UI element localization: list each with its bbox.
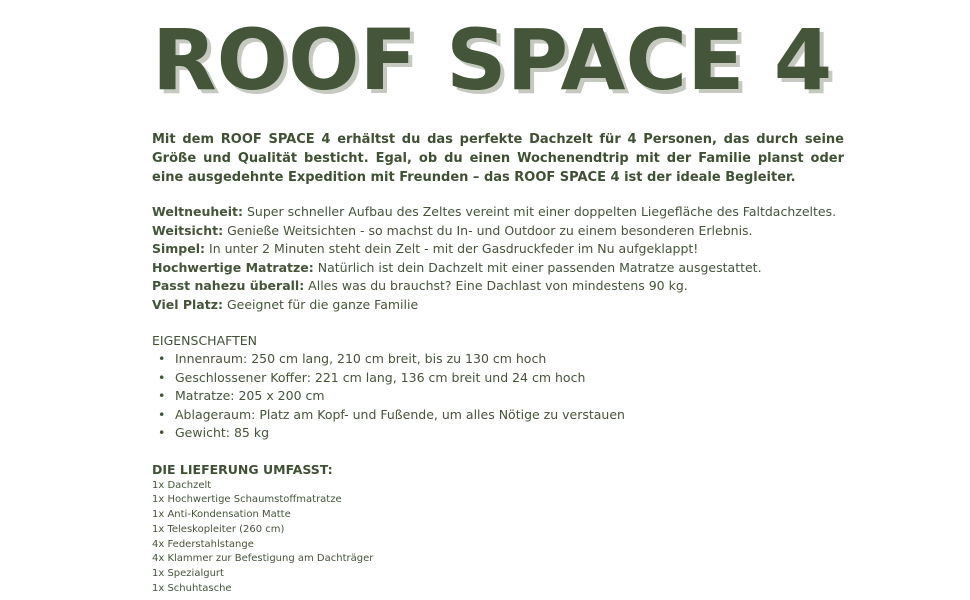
list-item: 1x Spezialgurt [152, 568, 224, 580]
property-text: Geschlossener Koffer: 221 cm lang, 136 cm breit und 24 cm hoch [175, 369, 586, 385]
bullet-icon: • [158, 369, 166, 385]
feature-text: Natürlich ist dein Dachzelt mit einer passenden Matratze ausgestattet. [313, 259, 762, 275]
feature-text: Geeignet für die ganze Familie [222, 296, 419, 312]
list-item: 1x Hochwertige Schaumstoffmatratze [152, 494, 342, 506]
properties-heading: EIGENSCHAFTEN [152, 333, 257, 348]
list-item: 1x Dachzelt [152, 479, 212, 491]
list-item [152, 424, 844, 443]
feature-list [152, 203, 844, 314]
feature-label: Weltneuheit: [152, 204, 243, 219]
feature-text: Genieße Weitsichten - so machst du In- und Outdoor zu einem besonderen Erlebnis. [223, 222, 753, 238]
feature-line [152, 277, 844, 296]
feature-line [152, 296, 844, 315]
feature-line [152, 222, 844, 241]
product-description [152, 0, 844, 597]
feature-label: Passt nahezu überall: [152, 278, 305, 293]
list-item: 1x Teleskopleiter (260 cm) [152, 523, 285, 535]
feature-label: Viel Platz: [152, 296, 223, 312]
feature-line [152, 240, 844, 259]
property-text: Innenraum: 250 cm lang, 210 cm breit, bis zu 130 cm hoch [175, 351, 547, 366]
feature-text: In unter 2 Minuten steht dein Zelt - mit der Gasdruckfeder im Nu aufgeklappt! [205, 241, 699, 256]
feature-text: Super schneller Aufbau des Zeltes vereint mit einer doppelten Liegefläche des Faltdachzeltes. [243, 204, 837, 219]
feature-line [152, 203, 844, 222]
feature-label: Hochwertige Matratze: [152, 259, 314, 275]
property-text: Matratze: 205 x 200 cm [175, 388, 325, 403]
bullet-icon: • [158, 388, 166, 403]
list-item: 4x Klammer zur Befestigung am Dachträger [152, 553, 374, 565]
property-text: Ablageraum: Platz am Kopf- und Fußende, um alles Nötige zu verstauen [175, 406, 625, 422]
delivery-heading: DIE LIEFERUNG UMFASST: [152, 461, 333, 477]
list-item [152, 406, 844, 425]
properties-list [152, 350, 844, 443]
intro-paragraph: Mit dem ROOF SPACE 4 erhältst du das perfekte Dachzelt für 4 Personen, das durch seine Größe und Qualität besticht. Egal, ob du einen Wochenendtrip mit der Familie planst oder eine ausgedehnte Expedition mit Freunden – das ROOF SPACE 4 ist der ideale Begleiter. [152, 132, 844, 185]
list-item [152, 350, 844, 369]
feature-line [152, 259, 844, 278]
list-item: 4x Federstahlstange [152, 538, 254, 550]
feature-label: Simpel: [152, 241, 206, 256]
feature-label: Weitsicht: [152, 222, 224, 238]
feature-text: Alles was du brauchst? Eine Dachlast von mindestens 90 kg. [304, 278, 688, 293]
list-item [152, 369, 844, 388]
bullet-icon: • [158, 351, 166, 366]
delivery-list [152, 479, 844, 597]
property-text: Gewicht: 85 kg [175, 425, 270, 440]
bullet-icon: • [158, 425, 166, 440]
page-title: ROOF SPACE 4 [152, 11, 833, 109]
list-item [152, 387, 844, 406]
bullet-icon: • [158, 406, 166, 422]
list-item: 1x Anti-Kondensation Matte [152, 509, 291, 521]
list-item: 1x Schuhtasche [152, 583, 232, 595]
